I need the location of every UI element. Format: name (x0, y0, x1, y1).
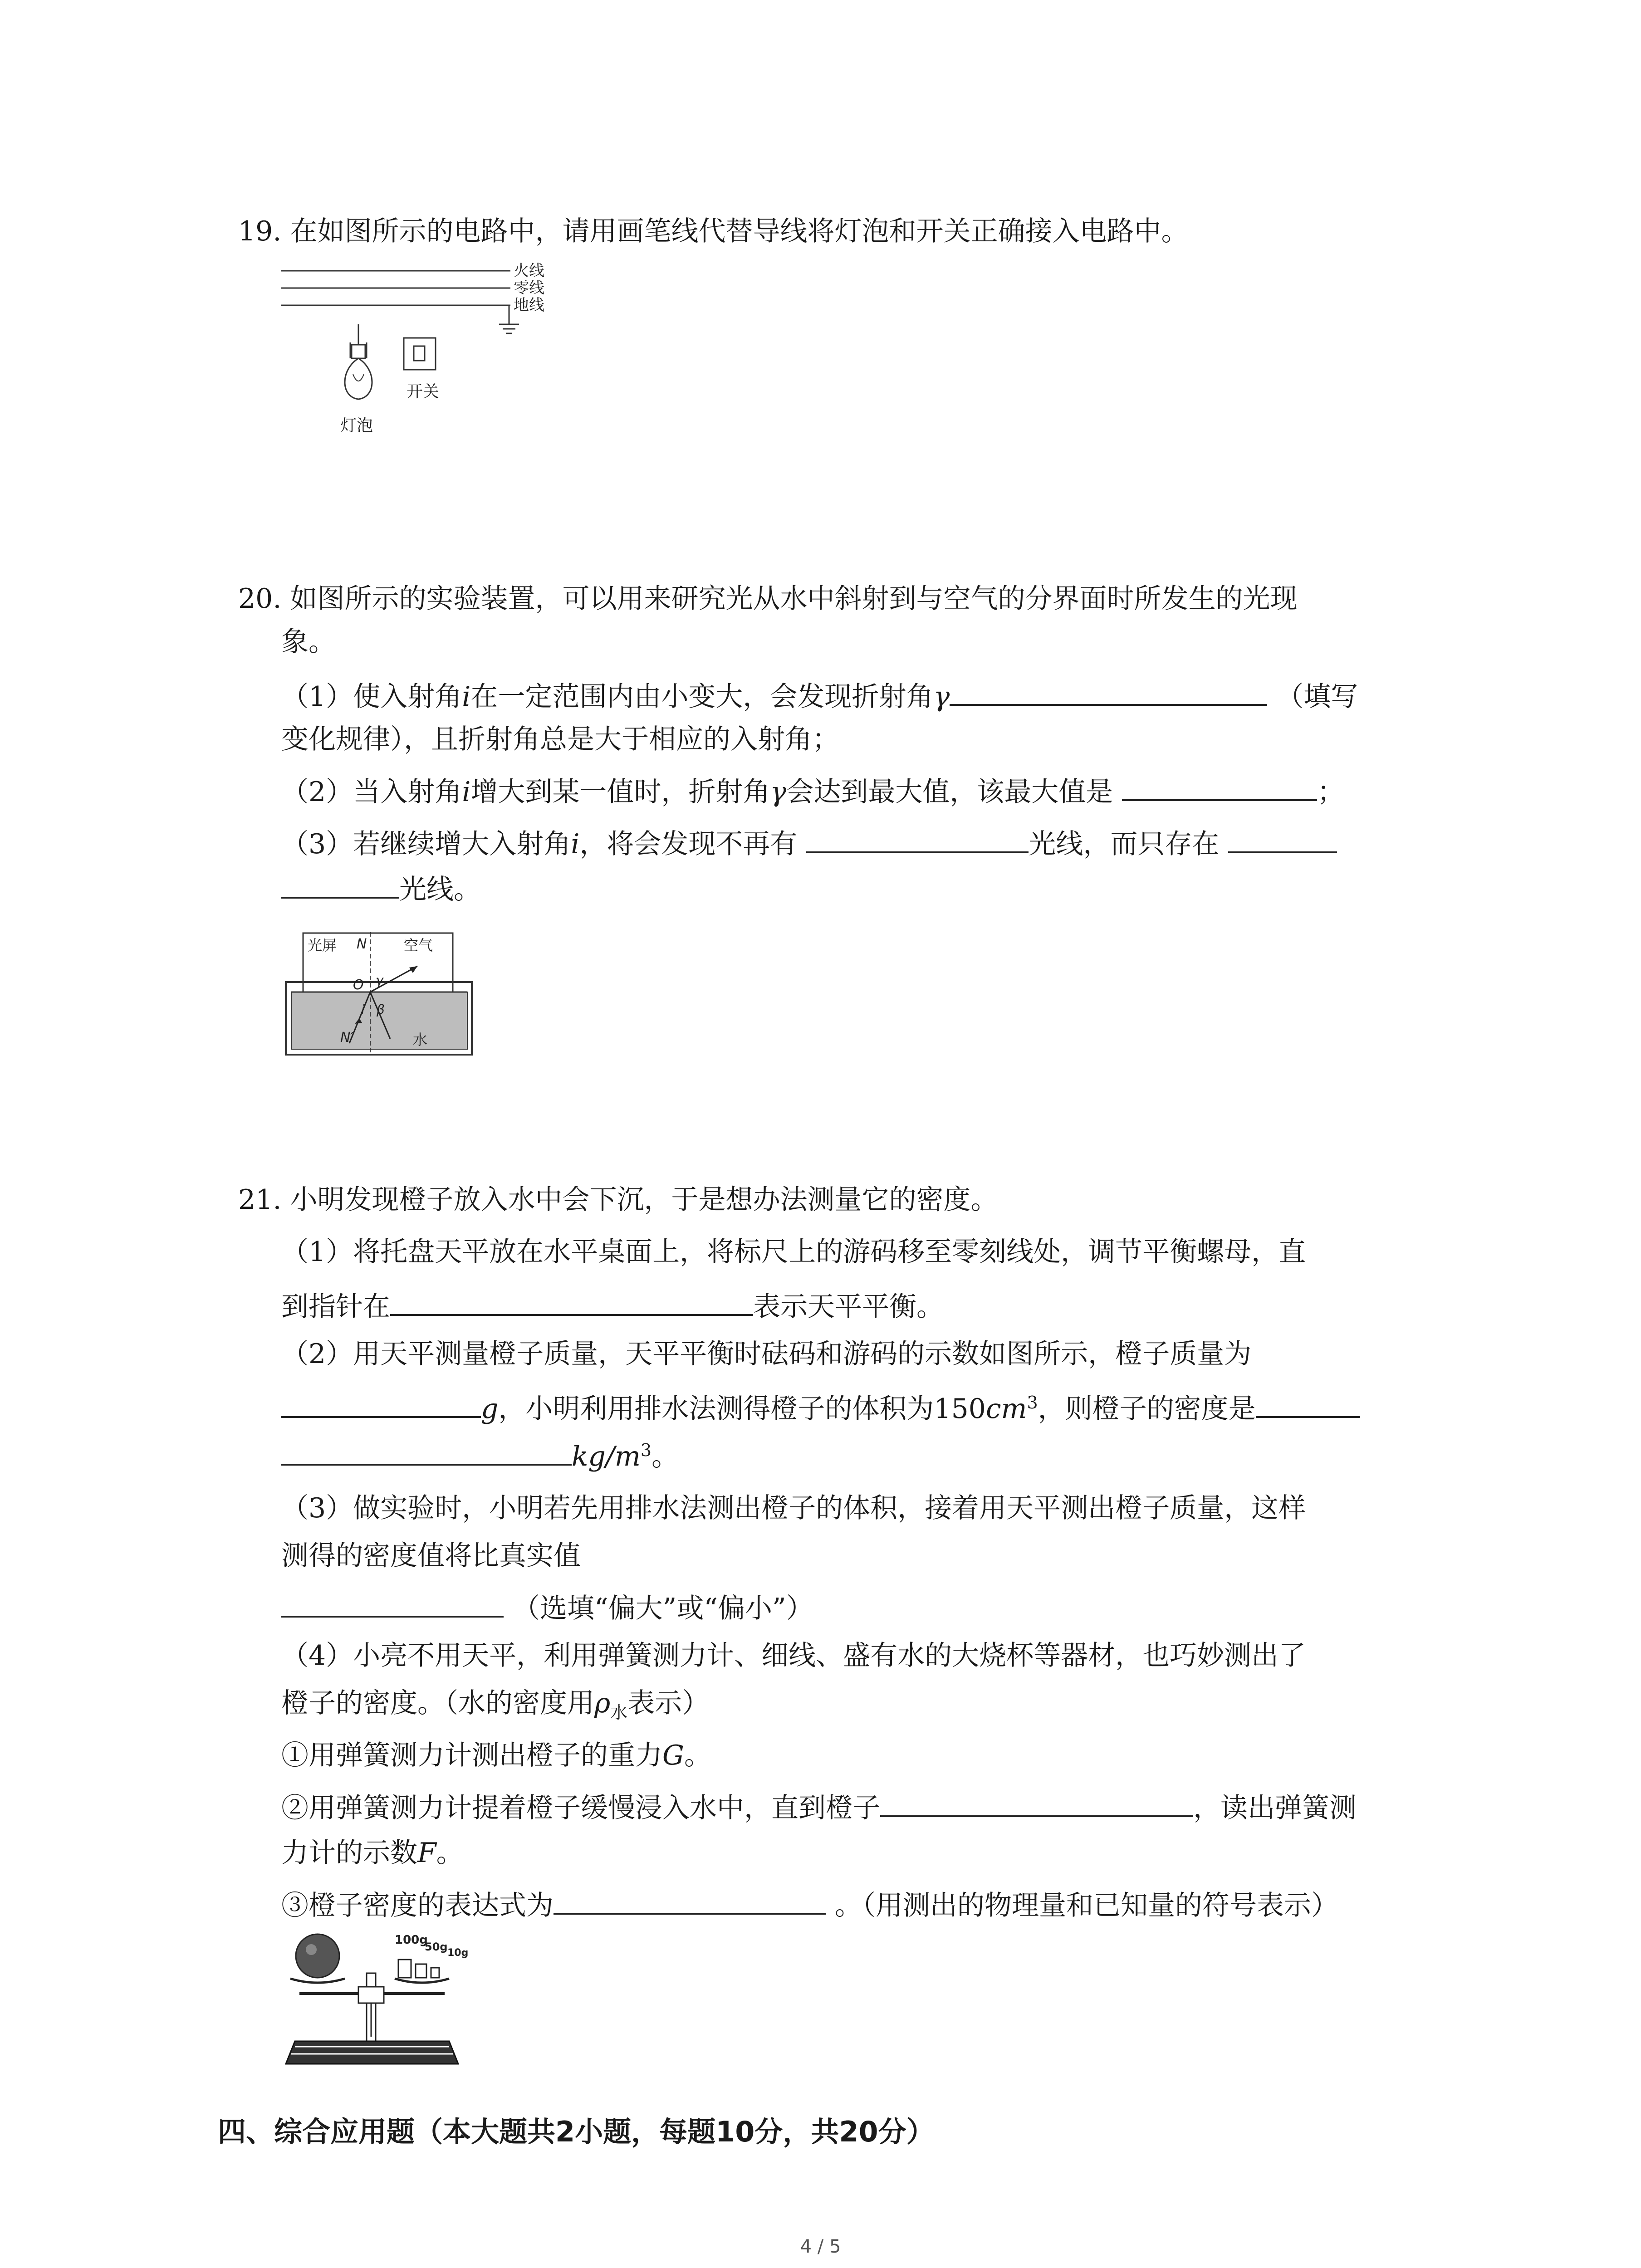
q20-blank-2[interactable] (1122, 771, 1317, 801)
q20-blank-4a[interactable] (1228, 823, 1337, 853)
q21-part1-line2: 到指针在 表示天平平衡。 (281, 1286, 944, 1325)
q20-part1-line2: 变化规律），且折射角总是大于相应的入射角； (281, 723, 839, 755)
switch-icon (404, 338, 436, 370)
ground-wire-label: 地线 (514, 296, 544, 314)
page-number: 4 / 5 (800, 2236, 841, 2257)
q20-line2: 象。 (281, 626, 336, 658)
q21-blank-1[interactable] (390, 1286, 753, 1316)
q21-part4-line1: （4）小亮不用天平，利用弹簧测力计、细线、盛有水的大烧杯等器材，也巧妙测出了 (281, 1640, 1306, 1672)
water-label: 水 (413, 1031, 428, 1048)
q21-balance-figure (281, 1928, 481, 2073)
q21-blank-2[interactable] (281, 1388, 481, 1418)
q21-blank-3a[interactable] (1256, 1388, 1360, 1418)
neutral-wire-label: 零线 (514, 279, 544, 297)
q21-blank-6[interactable] (554, 1885, 826, 1915)
q19-text: 19. 在如图所示的电路中，请用画笔线代替导线将灯泡和开关正确接入电路中。 (238, 215, 1189, 247)
svg-text:50g: 50g (425, 1941, 448, 1953)
q21-part1-line1: （1）将托盘天平放在水平桌面上，将标尺上的游码移至零刻线处，调节平衡螺母，直 (281, 1236, 1306, 1268)
bulb-label: 灯泡 (340, 416, 373, 435)
q21-step3: ③橙子密度的表达式为 。（用测出的物理量和已知量的符号表示） (281, 1885, 1338, 1924)
svg-text:N: N (357, 936, 367, 952)
svg-text:N′: N′ (340, 1030, 354, 1046)
q21-part3-line1: （3）做实验时，小明若先用排水法测出橙子的体积，接着用天平测出橙子质量，这样 (281, 1492, 1306, 1524)
q21-blank-3b[interactable] (281, 1436, 572, 1466)
q21-step2: ②用弹簧测力计提着橙子缓慢浸入水中，直到橙子 ，读出弹簧测 (281, 1787, 1357, 1826)
switch-label: 开关 (407, 382, 440, 401)
live-wire-label: 火线 (514, 262, 544, 280)
q20-part3-line2: 光线。 (281, 869, 481, 908)
svg-text:O: O (353, 977, 364, 993)
q21-part4-line2: 橙子的密度。（水的密度用$\rho_水$表示） (281, 1687, 710, 1722)
q21-part3-line3: （选填“偏大”或“偏小”） (281, 1588, 813, 1627)
q20-blank-3[interactable] (806, 823, 1029, 853)
q20-blank-1[interactable] (950, 676, 1267, 706)
section-4-heading: 四、综合应用题（本大题共2小题，每题10分，共20分） (218, 2115, 935, 2148)
q21-part2-line3: $kg/m^3$。 (281, 1436, 679, 1475)
weight-50g-icon (416, 1964, 426, 1978)
q20-line1: 20. 如图所示的实验装置，可以用来研究光从水中斜射到与空气的分界面时所发生的光现 (238, 583, 1298, 615)
q20-refraction-figure (281, 923, 481, 1059)
q21-part2-line2: g，小明利用排水法测得橙子的体积为$150cm^3$，则橙子的密度是 (281, 1388, 1360, 1427)
svg-text:10g: 10g (447, 1947, 469, 1959)
bulb-icon (345, 324, 372, 399)
q20-part2: （2）当入射角i增大到某一值时，折射角γ会达到最大值，该最大值是 ； (281, 771, 1344, 810)
q21-step1: ①用弹簧测力计测出橙子的重力G。 (281, 1740, 711, 1771)
q20-part3: （3）若继续增大入射角i，将会发现不再有 光线，而只存在 (281, 823, 1337, 862)
svg-text:γ: γ (376, 973, 383, 988)
air-label: 空气 (404, 937, 433, 954)
svg-text:β: β (377, 1002, 385, 1017)
svg-text:i: i (361, 1002, 365, 1017)
q21-part2-line1: （2）用天平测量橙子质量，天平平衡时砝码和游码的示数如图所示，橙子质量为 (281, 1338, 1252, 1370)
q21-step2-line2: 力计的示数F。 (281, 1837, 464, 1869)
q21-blank-4[interactable] (281, 1588, 504, 1618)
q21-line1: 21. 小明发现橙子放入水中会下沉，于是想办法测量它的密度。 (238, 1184, 998, 1216)
q21-blank-5[interactable] (880, 1787, 1193, 1817)
q20-part1: （1）使入射角i在一定范围内由小变大，会发现折射角γ （填写 (281, 676, 1358, 715)
weight-100g-icon (398, 1960, 411, 1978)
weight-10g-icon (431, 1968, 439, 1978)
screen-label: 光屏 (308, 937, 337, 954)
q21-part3-line2: 测得的密度值将比真实值 (281, 1540, 581, 1572)
svg-text:100g: 100g (395, 1933, 428, 1947)
orange-icon (296, 1934, 339, 1978)
q19-circuit-figure (272, 261, 563, 451)
q20-blank-4b[interactable] (281, 869, 399, 899)
